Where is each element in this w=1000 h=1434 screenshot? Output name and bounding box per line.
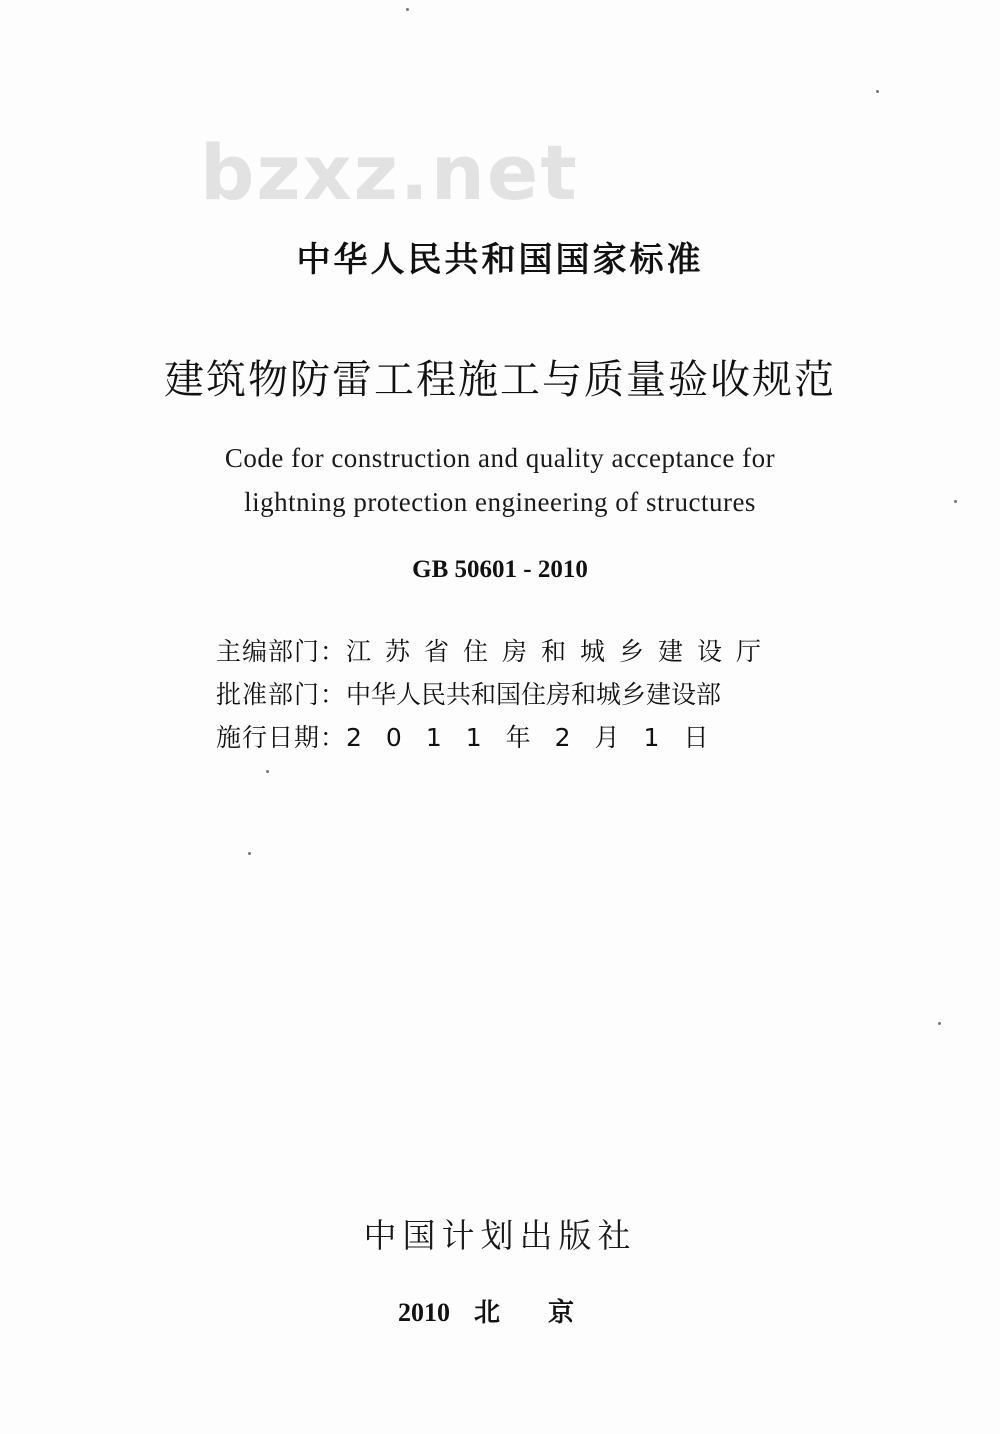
- approver-row: [216, 673, 775, 716]
- editor-value: 江苏省住房和城乡建设厅: [346, 637, 776, 666]
- scan-speck: [876, 90, 879, 93]
- title-en-line-2: lightning protection engineering of structures: [244, 487, 756, 517]
- scan-speck: [938, 1022, 941, 1025]
- standard-code: GB 50601 - 2010: [412, 556, 588, 583]
- effective-date-label: 施行日期：: [216, 723, 347, 752]
- effective-date-row: [216, 716, 775, 759]
- watermark: bzxz.net: [200, 128, 579, 217]
- document-title-cn: 建筑物防雷工程施工与质量验收规范: [164, 357, 836, 403]
- document-title-en: [0, 436, 1000, 524]
- editor-label: 主编部门：: [216, 637, 347, 666]
- publication-city: 北京: [474, 1298, 623, 1328]
- approver-value: 中华人民共和国住房和城乡建设部: [346, 680, 722, 709]
- publication-info: [216, 630, 775, 759]
- publication-year: 2010: [398, 1298, 450, 1327]
- approver-label: 批准部门：: [216, 680, 347, 709]
- scan-speck: [406, 8, 409, 11]
- publisher-name: 中国计划出版社: [363, 1216, 637, 1255]
- national-standard-heading: 中华人民共和国国家标准: [296, 240, 704, 280]
- effective-date-value: 2011年2月1日: [346, 723, 733, 752]
- scan-speck: [954, 500, 957, 503]
- publication-place: [398, 1292, 622, 1329]
- title-en-line-1: Code for construction and quality acceptance for: [224, 443, 776, 473]
- editor-row: [216, 630, 775, 673]
- scan-speck: [266, 770, 269, 773]
- scan-speck: [248, 852, 251, 855]
